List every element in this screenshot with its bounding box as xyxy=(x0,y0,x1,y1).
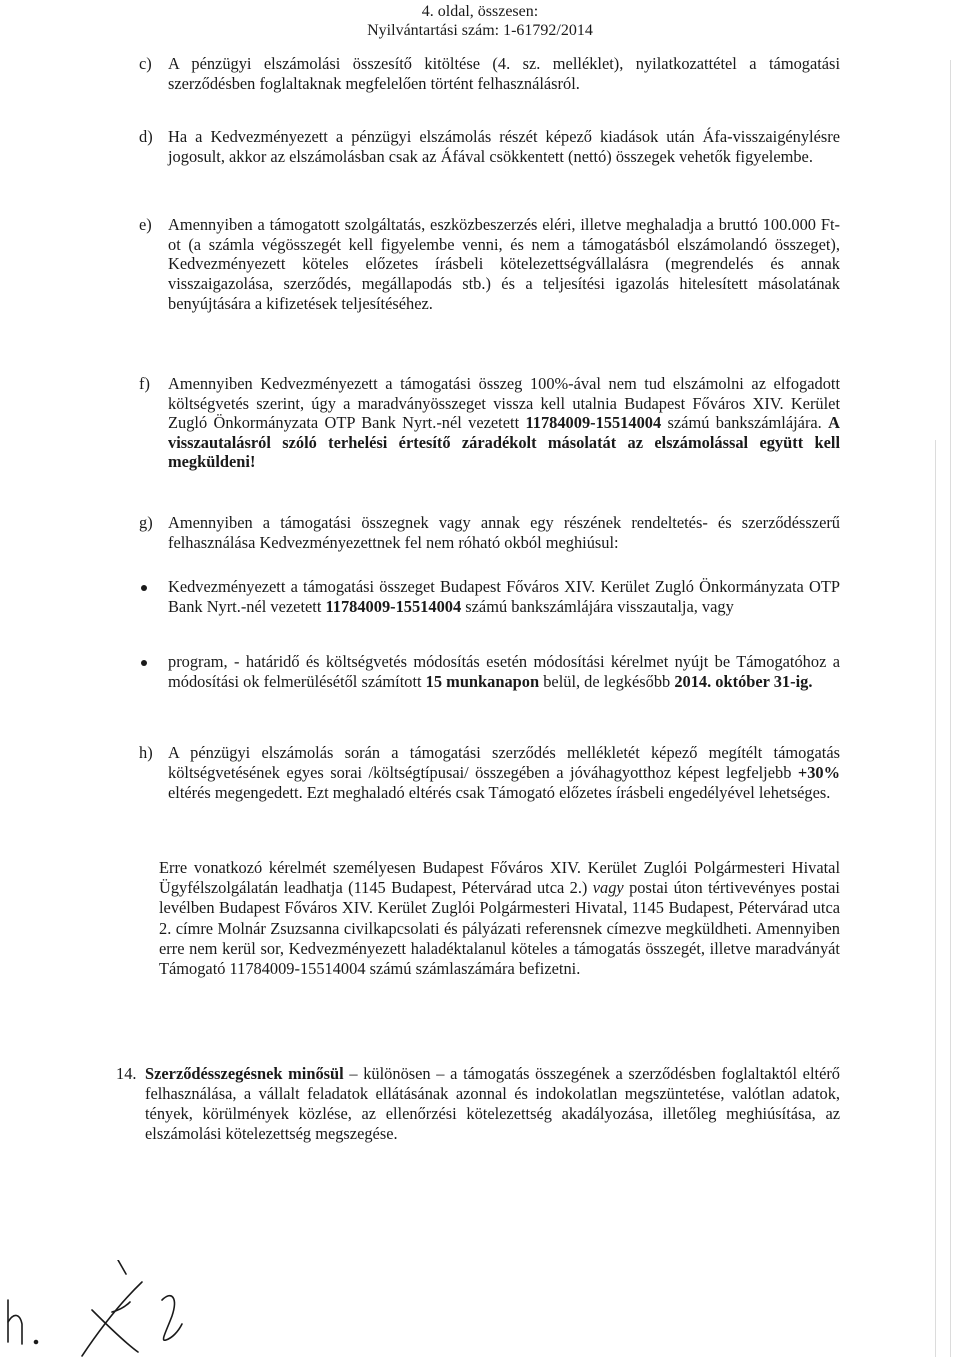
item-h-bold-percent: +30% xyxy=(797,763,840,783)
section-14-bold: Szerződésszegésnek minősül xyxy=(145,1064,344,1083)
item-h-text1: A pénzügyi elszámolás során a támogatási szerződés mellékletét képező megítélt támogatás költségvetésének egyes sorai /költségtípusai/ összegében a jóváhagyotthoz képest legfeljebb xyxy=(168,743,840,783)
item-f-bold-notice: A visszautalásról szóló terhelési értesítő záradékolt másolatát az elszámolással együtt kell megküldeni! xyxy=(168,413,840,472)
item-f-text2: számú bankszámlájára. xyxy=(667,413,822,433)
section-14-paragraph xyxy=(145,1064,840,1144)
item-g-bullet2-text1: program, - határidő és költségvetés módosítás esetén módosítási kérelmet nyújt be Támogatóhoz a módosítási ok felmerülésétől számított xyxy=(168,652,840,691)
scan-edge-line xyxy=(935,440,936,1357)
item-e-text: Amennyiben a támogatott szolgáltatás, eszközbeszerzés eléri, illetve meghaladja a bruttó 100.000 Ft-ot (a számla végösszegét kell figyelembe venni, és nem a támogatásból elszámolandó összeget), Kedvezményezett köteles előzetes írásbeli kötelezettségvállalásra (megrendelés és annak visszaigazolása, szerződés, megállapodás stb.) és a teljesítési igazolás hitelesített másolatának benyújtására a kifizetések teljesítéséhez. xyxy=(168,215,840,313)
item-g-text: Amennyiben a támogatási összegnek vagy annak egy részének rendeltetés- és szerződésszerű felhasználása Kedvezményezettnek fel nem róható okból meghiúsul: xyxy=(168,513,840,552)
section-14-text: – különösen – a támogatás összegének a szerződésben foglaltaktól eltérő felhasználása, a vállalt feladatok ellátásának azonnal és indokolatlan megszüntetése, valótlan adatok, tények, körülmények közlése, az ellenőrzési kötelezettség akadályozása, illetőleg meghiúsítása, az elszámolási kötelezettség megszegése. xyxy=(145,1064,840,1144)
item-f-paragraph xyxy=(168,374,840,472)
item-g-bullet1 xyxy=(168,577,840,616)
item-g-bullet1-account: 11784009-15514004 xyxy=(325,596,462,616)
scan-edge-line xyxy=(950,60,951,1357)
item-h-text2: eltérés megengedett. Ezt meghaladó eltérés csak Támogató előzetes írásbeli engedélyével lehetséges. xyxy=(168,783,831,803)
registration-number: Nyilvántartási szám: 1-61792/2014 xyxy=(367,22,593,40)
section-14-number: 14. xyxy=(116,1064,137,1083)
bullet-dot-icon xyxy=(141,585,147,591)
item-h-paragraph1 xyxy=(168,743,840,804)
item-f-text1: Amennyiben Kedvezményezett a támogatási összeg 100%-ával nem tud elszámolni az elfogadott költségvetés szerint, úgy a maradványösszeget vissza kell utalnia Budapest Főváros XIV. Kerület Zugló Önkormányzata OTP Bank Nyrt.-nél vezetett xyxy=(168,374,840,433)
item-h-p2-text2: postai úton tértivevényes postai levélben Budapest Főváros XIV. Kerület Zuglói Polgármesteri Hivatal, 1145 Budapest, Pétervárad utca 2. címre Molnár Zsuzsanna civilkapcsolati és pályázati referensnek címezve megküldheti. Amennyiben erre nem kerül sor, Kedvezményezett haladéktalanul köteles a támogatás összegét, illetve maradványát Támogató 11784009-15514004 számú számlaszámára befizetni. xyxy=(159,878,840,978)
item-g-bullet1-text2: számú bankszámlájára visszautalja, vagy xyxy=(465,596,734,616)
item-d-text: Ha a Kedvezményezett a pénzügyi elszámolás részét képező kiadások után Áfa-visszaigénylésre jogosult, akkor az elszámolásban csak az Áfával csökkentett (nettó) összegek vehetők figyelembe. xyxy=(168,127,840,166)
page-number: 4. oldal, összesen: xyxy=(421,3,539,20)
page-header xyxy=(0,2,960,40)
item-h-p2-text1: Erre vonatkozó kérelmét személyesen Budapest Főváros XIV. Kerület Zuglói Polgármesteri Hivatal Ügyfélszolgálatán leadhatja (1145 Budapest, Pétervárad utca 2.) xyxy=(159,858,840,898)
item-f-account: 11784009-15514004 xyxy=(525,413,662,433)
handwritten-signature-icon xyxy=(0,1260,260,1357)
item-h-label: h) xyxy=(139,743,153,762)
item-h-paragraph2 xyxy=(159,858,840,979)
item-g-bullet2 xyxy=(168,652,840,691)
item-c-text: A pénzügyi elszámolási összesítő kitöltése (4. sz. melléklet), nyilatkozattétel a támogatási szerződésben foglaltaknak megfelelően történt felhasználásról. xyxy=(168,54,840,93)
item-h-p2-italic: vagy xyxy=(592,878,624,898)
item-g-bullet1-text1: Kedvezményezett a támogatási összeget Budapest Főváros XIV. Kerület Zugló Önkormányzata OTP Bank Nyrt.-nél vezetett xyxy=(168,577,840,616)
item-e-label: e) xyxy=(139,215,152,234)
bullet-dot-icon xyxy=(141,660,147,666)
item-g-label: g) xyxy=(139,513,153,532)
item-c-label: c) xyxy=(139,54,152,73)
item-d-label: d) xyxy=(139,127,153,146)
item-f-label: f) xyxy=(139,374,150,393)
item-g-bullet2-text2: belül, de legkésőbb xyxy=(543,671,671,691)
item-g-bullet2-bold2: 2014. október 31-ig. xyxy=(674,671,813,691)
item-g-bullet2-bold1: 15 munkanapon xyxy=(425,671,540,691)
